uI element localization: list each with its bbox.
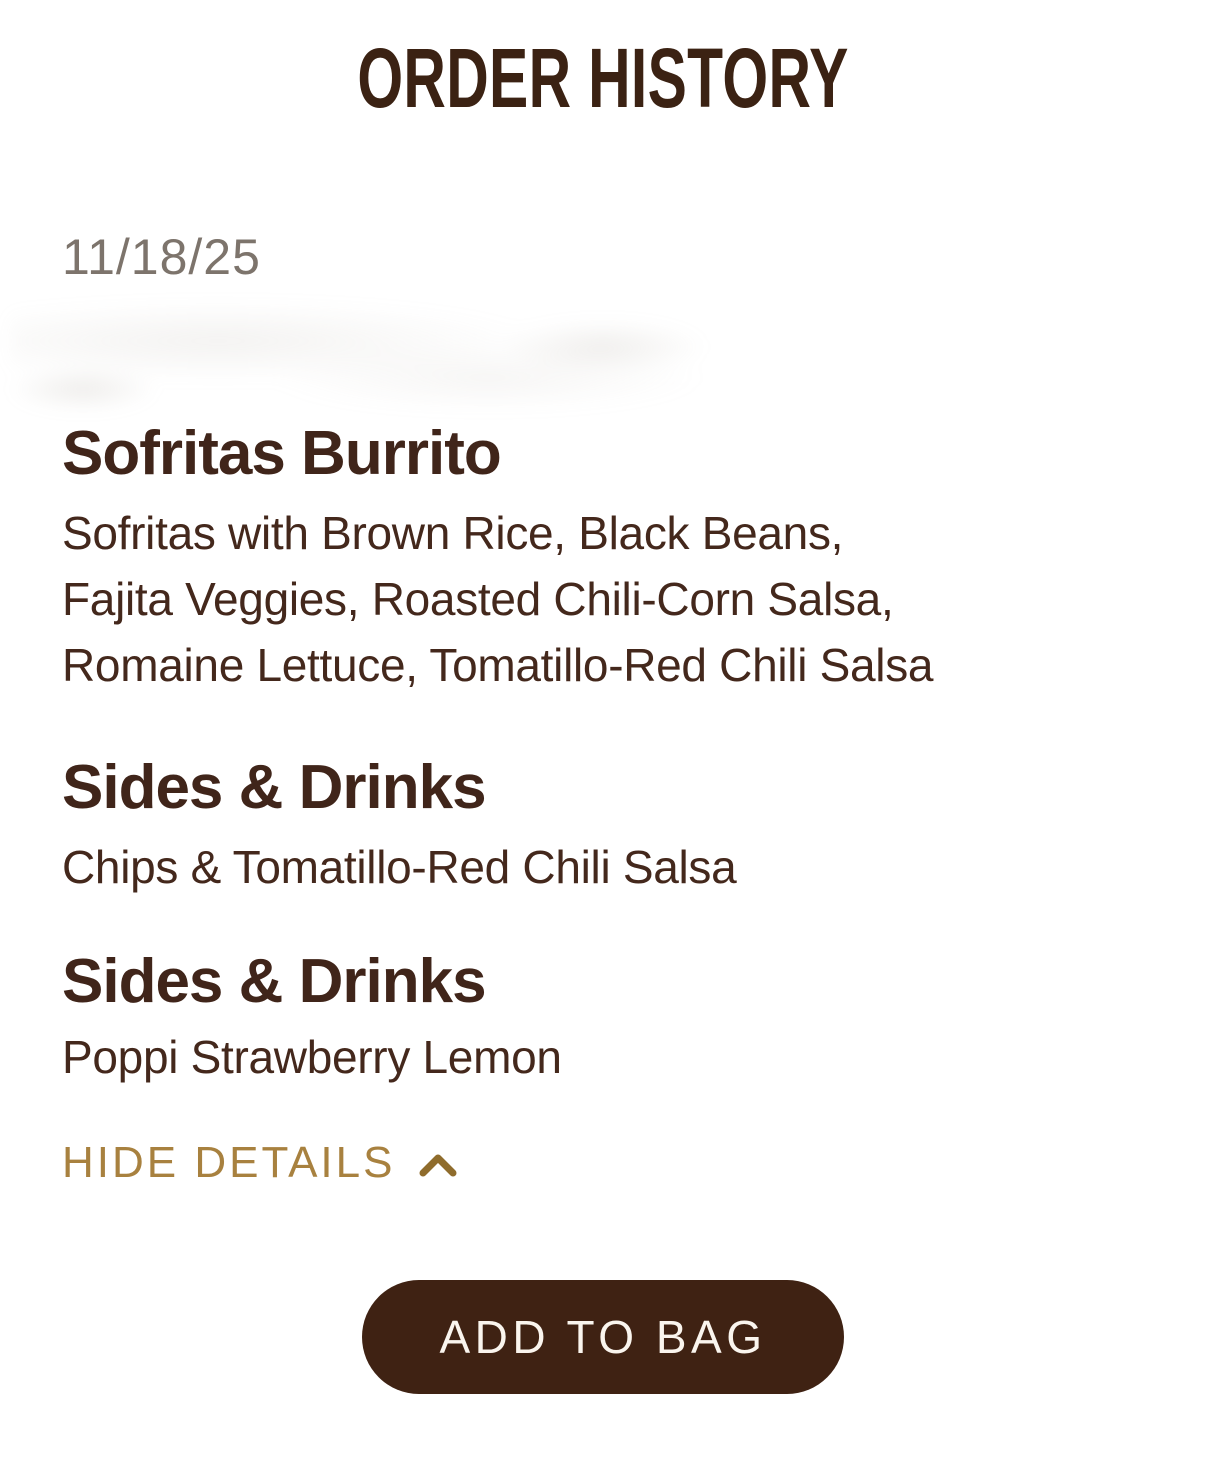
order-item-description-line: Sofritas with Brown Rice, Black Beans,	[62, 507, 844, 559]
chevron-up-icon	[417, 1150, 459, 1180]
faded-image-placeholder	[10, 295, 1050, 410]
add-to-bag-button[interactable]: ADD TO BAG	[362, 1280, 844, 1394]
order-item-description	[62, 500, 1172, 698]
hide-details-button[interactable]	[62, 1138, 459, 1188]
order-item-name: Sides & Drinks	[62, 947, 486, 1016]
page-title: ORDER HISTORY	[357, 31, 849, 125]
order-item-name: Sofritas Burrito	[62, 419, 501, 488]
order-item-description	[62, 834, 1172, 900]
order-item-description-line: Fajita Veggies, Roasted Chili-Corn Salsa,	[62, 573, 894, 625]
order-item-description	[62, 1024, 1172, 1090]
order-item-description-line: Romaine Lettuce, Tomatillo-Red Chili Salsa	[62, 639, 934, 691]
hide-details-label: HIDE DETAILS	[62, 1138, 396, 1187]
order-item-name: Sides & Drinks	[62, 753, 486, 822]
order-date: 11/18/25	[62, 229, 261, 285]
order-item-description-line: Chips & Tomatillo-Red Chili Salsa	[62, 841, 737, 893]
order-item-description-line: Poppi Strawberry Lemon	[62, 1031, 562, 1083]
